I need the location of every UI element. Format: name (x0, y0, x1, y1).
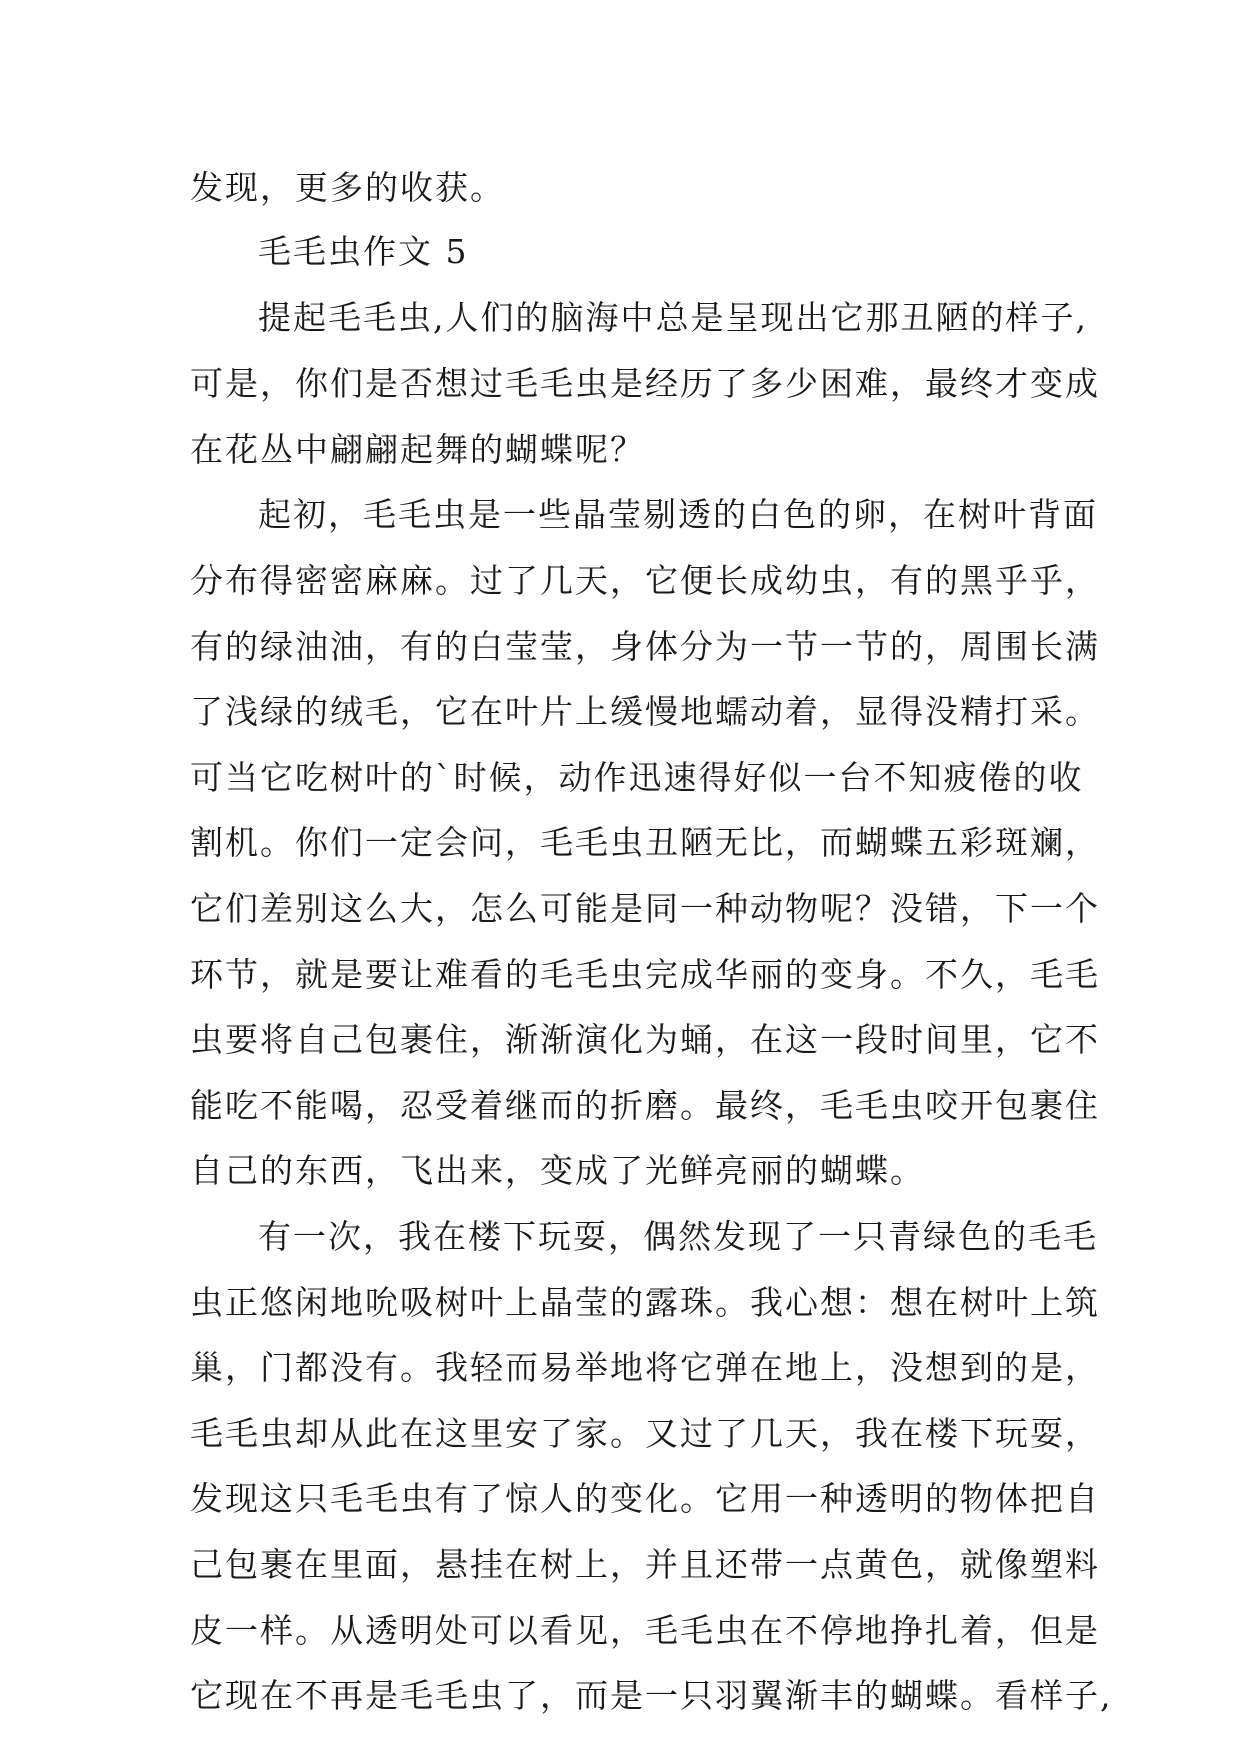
text-line: 发现这只毛毛虫有了惊人的变化。它用一种透明的物体把自 (190, 1479, 1100, 1518)
text-line: 能吃不能喝，忍受着继而的折磨。最终，毛毛虫咬开包裹住 (190, 1086, 1100, 1125)
text-line: 可是，你们是否想过毛毛虫是经历了多少困难，最终才变成 (190, 364, 1100, 403)
text-line: 它现在不再是毛毛虫了，而是一只羽翼渐丰的蝴蝶。看样子, (190, 1676, 1113, 1715)
text-line: 自己的东西，飞出来，变成了光鲜亮丽的蝴蝶。 (190, 1151, 925, 1190)
text-line: 在花丛中翩翩起舞的蝴蝶呢？ (190, 430, 645, 469)
text-line: 毛毛虫却从此在这里安了家。又过了几天，我在楼下玩耍， (190, 1414, 1100, 1453)
text-line: 皮一样。从透明处可以看见，毛毛虫在不停地挣扎着，但是 (190, 1611, 1100, 1650)
text-line: 它们差别这么大，怎么可能是同一种动物呢？没错，下一个 (190, 889, 1100, 928)
paragraph-first-line: 提起毛毛虫,人们的脑海中总是呈现出它那丑陋的样子, (258, 298, 1088, 337)
text-line: 割机。你们一定会问，毛毛虫丑陋无比，而蝴蝶五彩斑斓， (190, 823, 1100, 862)
text-line: 有的绿油油，有的白莹莹，身体分为一节一节的，周围长满 (190, 627, 1100, 666)
text-line: 己包裹在里面，悬挂在树上，并且还带一点黄色，就像塑料 (190, 1545, 1100, 1584)
text-line: 了浅绿的绒毛，它在叶片上缓慢地蠕动着，显得没精打采。 (190, 692, 1100, 731)
paragraph-first-line: 有一次，我在楼下玩耍，偶然发现了一只青绿色的毛毛 (258, 1217, 1098, 1256)
text-line: 可当它吃树叶的`时候，动作迅速得好似一台不知疲倦的收 (190, 758, 1084, 797)
text-line: 分布得密密麻麻。过了几天，它便长成幼虫，有的黑乎乎， (190, 561, 1100, 600)
paragraph-first-line: 起初，毛毛虫是一些晶莹剔透的白色的卵，在树叶背面 (258, 495, 1098, 534)
text-line: 虫要将自己包裹住，渐渐演化为蛹，在这一段时间里，它不 (190, 1020, 1100, 1059)
text-line: 发现，更多的收获。 (190, 168, 505, 207)
text-line: 环节，就是要让难看的毛毛虫完成华丽的变身。不久，毛毛 (190, 955, 1100, 994)
section-title: 毛毛虫作文 5 (258, 232, 469, 271)
text-line: 虫正悠闲地吮吸树叶上晶莹的露珠。我心想：想在树叶上筑 (190, 1283, 1100, 1322)
text-line: 巢，门都没有。我轻而易举地将它弹在地上，没想到的是， (190, 1348, 1100, 1387)
